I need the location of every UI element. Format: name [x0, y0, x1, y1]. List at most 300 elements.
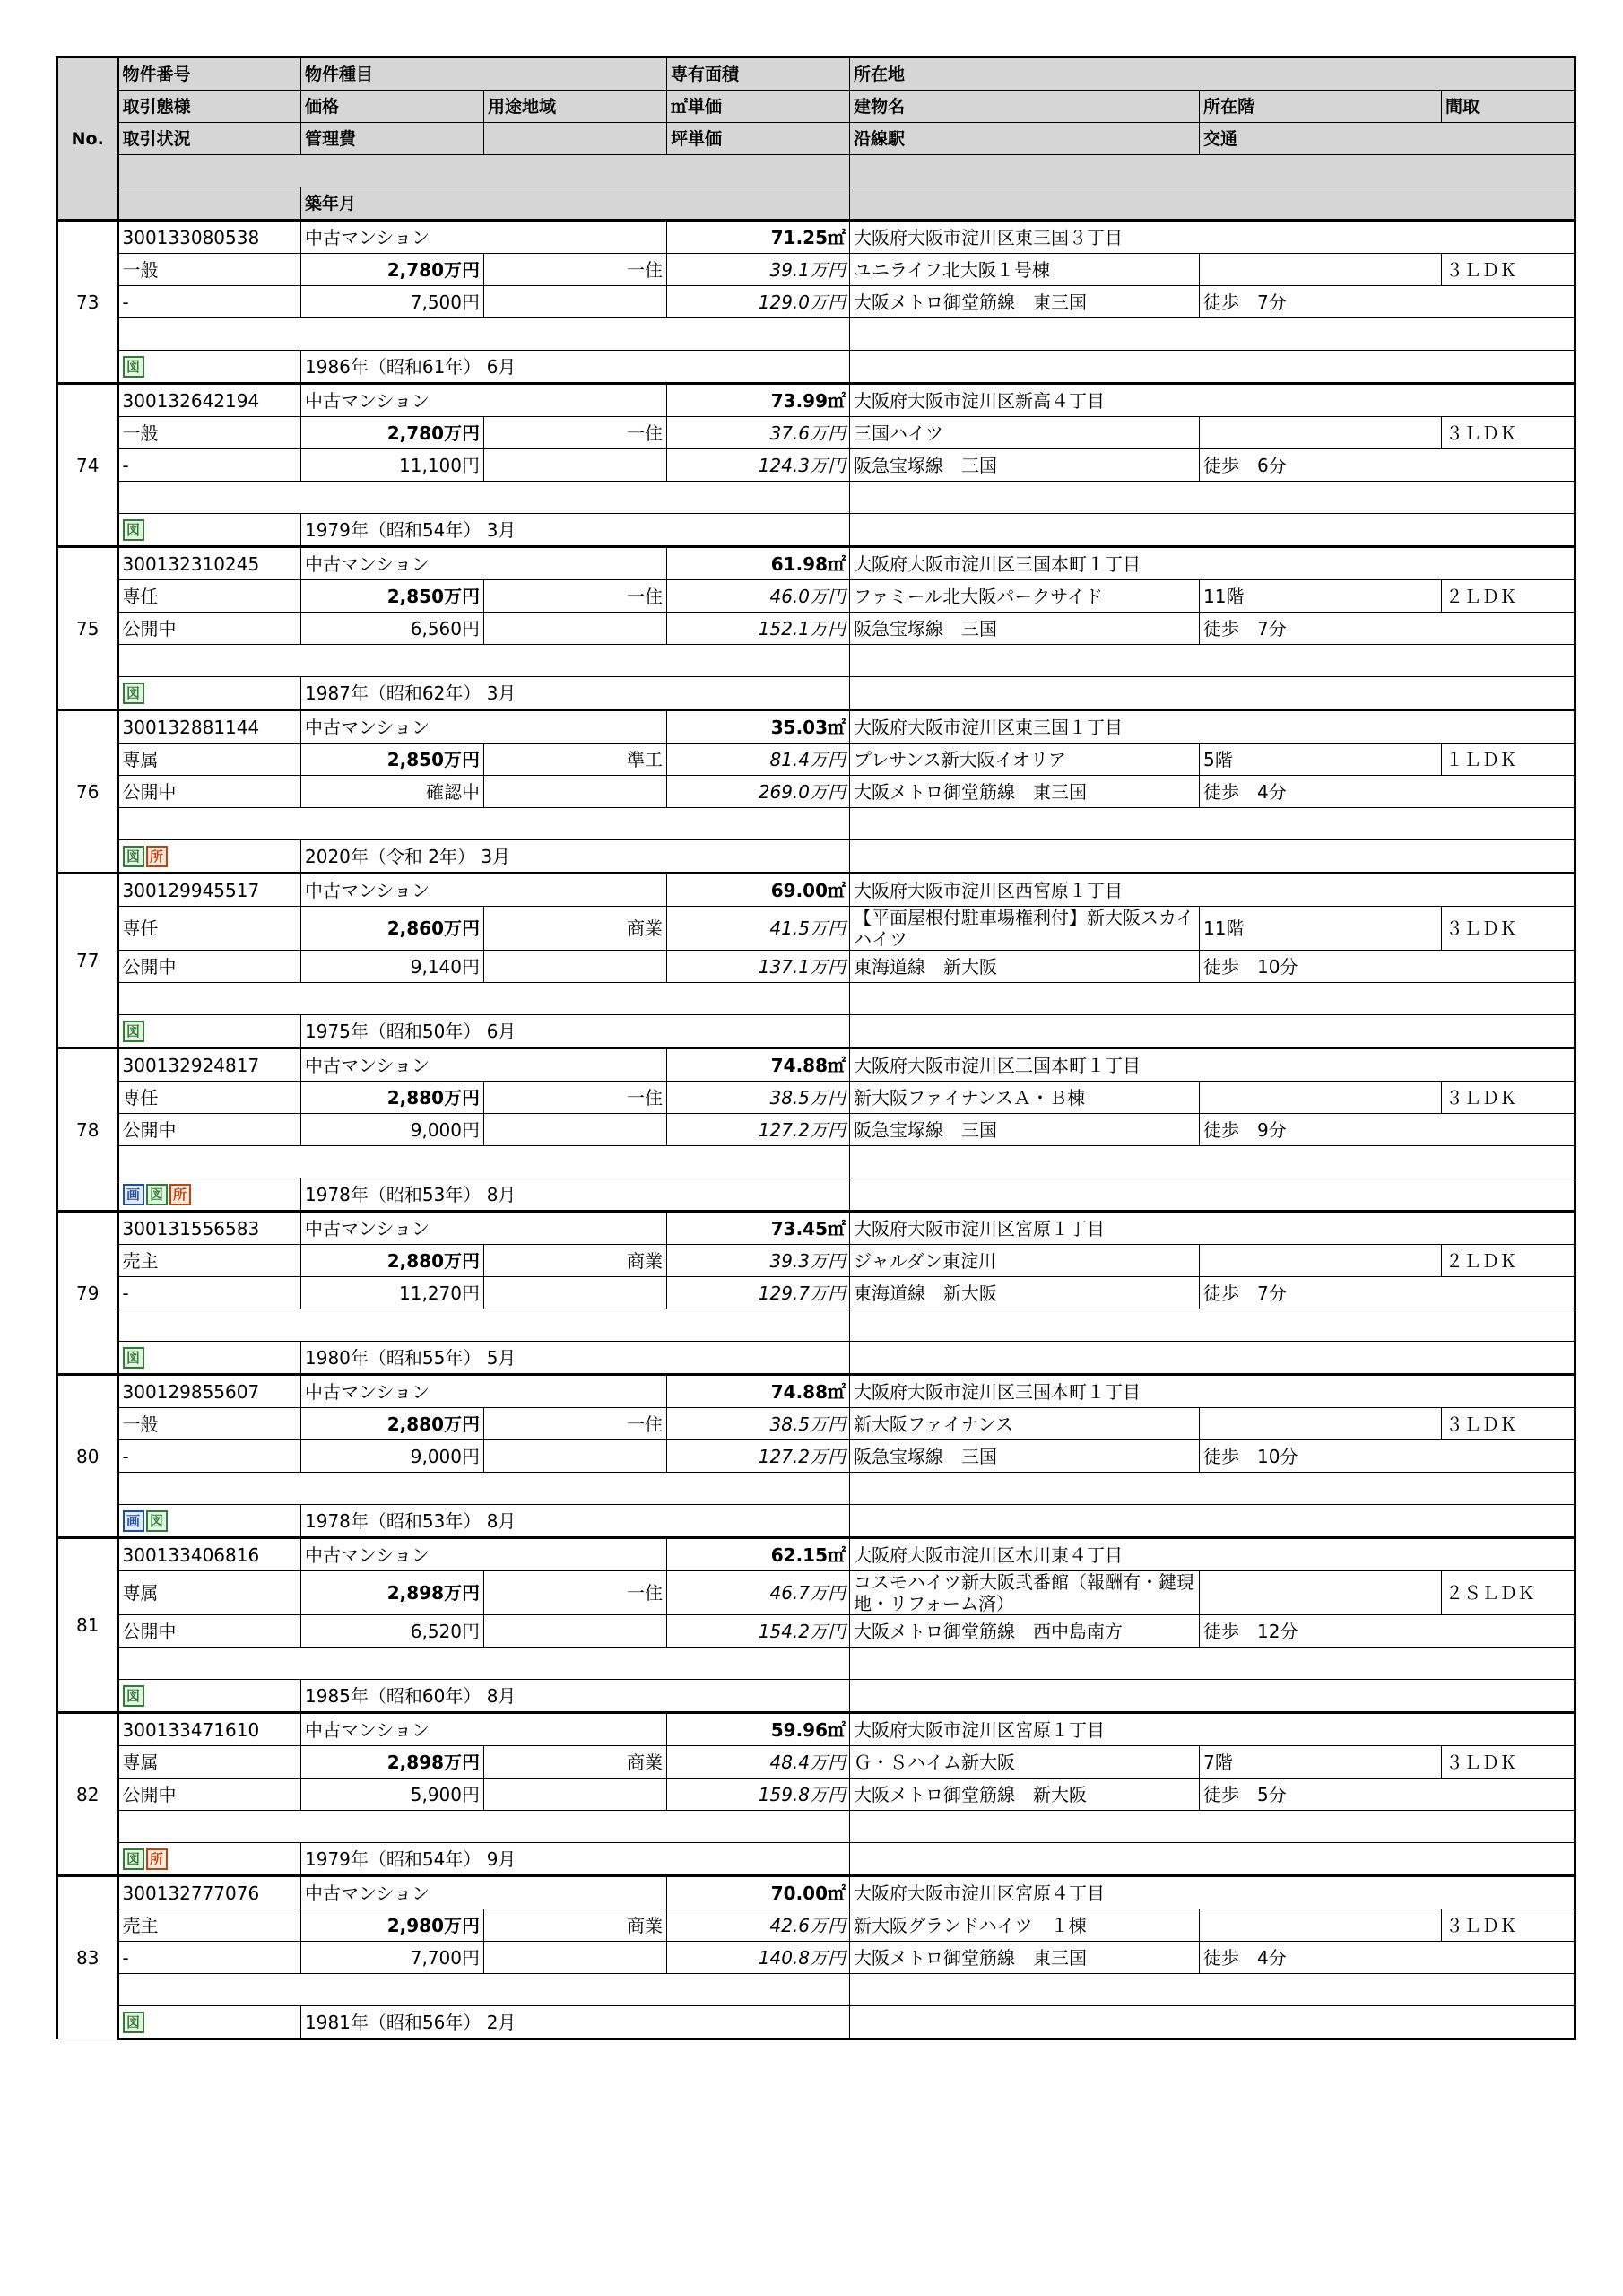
zoning: 商業 [484, 1245, 667, 1277]
zoning: 一住 [484, 254, 667, 286]
tsubo-price: 269.0万円 [667, 776, 850, 808]
floorplan-icon[interactable]: 図 [123, 683, 144, 704]
attachment-icons [118, 351, 301, 384]
built-date: 1978年（昭和53年） 8月 [301, 1178, 850, 1212]
listing-status: - [118, 449, 301, 482]
price: 2,780万円 [301, 417, 484, 449]
management-fee: 6,520円 [301, 1615, 484, 1648]
train-line-station: 大阪メトロ御堂筋線 東三国 [850, 776, 1200, 808]
blank-cell [850, 1811, 1575, 1843]
address: 大阪府大阪市淀川区木川東４丁目 [850, 1538, 1575, 1571]
listing-row [57, 776, 1575, 808]
attachment-badges [123, 1347, 144, 1369]
zoning: 商業 [484, 907, 667, 951]
building-name: プレサンス新大阪イオリア [850, 744, 1200, 776]
train-line-station: 東海道線 新大阪 [850, 951, 1200, 983]
blank-cell [850, 351, 1575, 384]
listing-number: 78 [57, 1048, 118, 1212]
floorplan-icon[interactable]: 図 [146, 1184, 168, 1205]
building-name: ジャルダン東淀川 [850, 1245, 1200, 1277]
attachment-icons [118, 677, 301, 710]
header-property-type: 物件種目 [301, 57, 667, 91]
tsubo-price: 159.8万円 [667, 1779, 850, 1811]
listing-row [57, 1375, 1575, 1408]
header-address: 所在地 [850, 57, 1575, 91]
attachment-icons [118, 1178, 301, 1212]
property-id: 300132924817 [118, 1048, 301, 1082]
price: 2,780万円 [301, 254, 484, 286]
blank-cell [850, 2006, 1575, 2039]
blank-cell [484, 1277, 667, 1309]
listing-row [57, 254, 1575, 286]
price: 2,880万円 [301, 1245, 484, 1277]
blank-cell [850, 1309, 1575, 1342]
blank-cell [850, 840, 1575, 874]
listing-row [57, 1473, 1575, 1505]
floor [1200, 417, 1442, 449]
floorplan-icon[interactable]: 図 [123, 1347, 144, 1369]
listing-number: 79 [57, 1212, 118, 1375]
floorplan-icon[interactable]: 図 [123, 356, 144, 378]
listing-status: 公開中 [118, 1615, 301, 1648]
building-name: 新大阪ファイナンス [850, 1408, 1200, 1440]
floor-plan: ３ＬＤＫ [1442, 1909, 1575, 1942]
property-type: 中古マンション [301, 1048, 667, 1082]
tsubo-price: 127.2万円 [667, 1440, 850, 1473]
listing-number: 80 [57, 1375, 118, 1538]
listing-row [57, 417, 1575, 449]
listing-number: 77 [57, 874, 118, 1048]
floor-plan: ３ＬＤＫ [1442, 1408, 1575, 1440]
property-type: 中古マンション [301, 547, 667, 580]
price: 2,880万円 [301, 1082, 484, 1114]
listing-row [57, 1713, 1575, 1746]
property-id: 300131556583 [118, 1212, 301, 1245]
blank-cell [850, 1680, 1575, 1713]
floor [1200, 1909, 1442, 1942]
property-type: 中古マンション [301, 221, 667, 254]
price: 2,880万円 [301, 1408, 484, 1440]
header-tsubo-price: 坪単価 [667, 123, 850, 155]
sqm-price: 42.6万円 [667, 1909, 850, 1942]
attachment-icons [118, 1680, 301, 1713]
management-fee: 9,000円 [301, 1114, 484, 1146]
image-icon[interactable]: 画 [123, 1510, 144, 1532]
attachment-icons [118, 514, 301, 547]
floor-plan: ３ＬＤＫ [1442, 1082, 1575, 1114]
listing-row [57, 951, 1575, 983]
price: 2,850万円 [301, 580, 484, 613]
header-layout: 間取 [1442, 91, 1575, 123]
property-type: 中古マンション [301, 874, 667, 907]
property-type: 中古マンション [301, 1713, 667, 1746]
deal-type: 専属 [118, 744, 301, 776]
floor-plan: １ＬＤＫ [1442, 744, 1575, 776]
built-date: 1975年（昭和50年） 6月 [301, 1015, 850, 1048]
blank-cell [850, 318, 1575, 351]
listing-row [57, 1440, 1575, 1473]
attachment-badges [123, 1848, 168, 1870]
property-id: 300132777076 [118, 1876, 301, 1909]
tsubo-price: 129.7万円 [667, 1277, 850, 1309]
blank-cell [850, 514, 1575, 547]
listing-row [57, 808, 1575, 840]
listing-number: 83 [57, 1876, 118, 2039]
building-name: 新大阪ファイナンスＡ・Ｂ棟 [850, 1082, 1200, 1114]
access-time: 徒歩 7分 [1200, 1277, 1575, 1309]
deal-type: 一般 [118, 1408, 301, 1440]
listing-row [57, 1538, 1575, 1571]
listing-row [57, 351, 1575, 384]
listing-row [57, 1876, 1575, 1909]
header-row-5 [57, 187, 1575, 221]
access-time: 徒歩 4分 [1200, 1942, 1575, 1974]
attachment-icons [118, 2006, 301, 2039]
listing-number: 82 [57, 1713, 118, 1876]
listing-sheet [56, 56, 1574, 2040]
exclusive-area: 69.00㎡ [667, 874, 850, 907]
address: 大阪府大阪市淀川区宮原１丁目 [850, 1713, 1575, 1746]
blank-cell [118, 318, 850, 351]
location-icon[interactable]: 所 [146, 1848, 168, 1870]
train-line-station: 大阪メトロ御堂筋線 西中島南方 [850, 1615, 1200, 1648]
listing-status: - [118, 1942, 301, 1974]
listing-row [57, 1082, 1575, 1114]
zoning: 準工 [484, 744, 667, 776]
property-type: 中古マンション [301, 1538, 667, 1571]
floor: 11階 [1200, 907, 1442, 951]
floorplan-icon[interactable]: 図 [123, 2012, 144, 2033]
address: 大阪府大阪市淀川区東三国１丁目 [850, 710, 1575, 744]
deal-type: 専任 [118, 907, 301, 951]
management-fee: 11,270円 [301, 1277, 484, 1309]
management-fee: 確認中 [301, 776, 484, 808]
listing-row [57, 1114, 1575, 1146]
blank-cell [850, 1843, 1575, 1876]
listing-table [56, 56, 1576, 2040]
listing-status: - [118, 286, 301, 318]
access-time: 徒歩 6分 [1200, 449, 1575, 482]
header-row-1 [57, 57, 1575, 91]
attachment-badges [123, 683, 144, 704]
floorplan-icon[interactable]: 図 [123, 1685, 144, 1707]
header-built: 築年月 [301, 187, 850, 221]
header-status: 取引状況 [118, 123, 301, 155]
floor [1200, 1408, 1442, 1440]
sqm-price: 48.4万円 [667, 1746, 850, 1779]
built-date: 1981年（昭和56年） 2月 [301, 2006, 850, 2039]
management-fee: 5,900円 [301, 1779, 484, 1811]
header-blank-right [850, 155, 1575, 187]
built-date: 1987年（昭和62年） 3月 [301, 677, 850, 710]
management-fee: 9,140円 [301, 951, 484, 983]
attachment-icons [118, 1342, 301, 1375]
sqm-price: 81.4万円 [667, 744, 850, 776]
location-icon[interactable]: 所 [146, 846, 168, 867]
blank-cell [484, 1440, 667, 1473]
train-line-station: 東海道線 新大阪 [850, 1277, 1200, 1309]
sqm-price: 38.5万円 [667, 1408, 850, 1440]
floor [1200, 1082, 1442, 1114]
built-date: 1979年（昭和54年） 3月 [301, 514, 850, 547]
train-line-station: 大阪メトロ御堂筋線 東三国 [850, 286, 1200, 318]
listing-row [57, 744, 1575, 776]
management-fee: 11,100円 [301, 449, 484, 482]
blank-cell [484, 776, 667, 808]
attachment-badges [123, 1184, 191, 1205]
blank-cell [118, 1146, 850, 1178]
listing-row [57, 1974, 1575, 2006]
blank-cell [118, 1811, 850, 1843]
access-time: 徒歩 7分 [1200, 286, 1575, 318]
blank-cell [484, 951, 667, 983]
location-icon[interactable]: 所 [169, 1184, 191, 1205]
address: 大阪府大阪市淀川区西宮原１丁目 [850, 874, 1575, 907]
floor-plan: ３ＬＤＫ [1442, 254, 1575, 286]
property-type: 中古マンション [301, 710, 667, 744]
property-id: 300133080538 [118, 221, 301, 254]
property-id: 300132642194 [118, 384, 301, 417]
blank-cell [850, 1178, 1575, 1212]
property-id: 300132881144 [118, 710, 301, 744]
listing-row [57, 1048, 1575, 1082]
property-id: 300129855607 [118, 1375, 301, 1408]
building-name: 三国ハイツ [850, 417, 1200, 449]
floor: 5階 [1200, 744, 1442, 776]
listing-row [57, 1342, 1575, 1375]
property-id: 300133406816 [118, 1538, 301, 1571]
listing-row [57, 1942, 1575, 1974]
listing-row [57, 1680, 1575, 1713]
deal-type: 売主 [118, 1245, 301, 1277]
blank-cell [850, 808, 1575, 840]
listing-row [57, 449, 1575, 482]
image-icon[interactable]: 画 [123, 1184, 144, 1205]
listing-row [57, 1178, 1575, 1212]
access-time: 徒歩 12分 [1200, 1615, 1575, 1648]
listing-row [57, 840, 1575, 874]
listing-row [57, 1146, 1575, 1178]
exclusive-area: 70.00㎡ [667, 1876, 850, 1909]
floorplan-icon[interactable]: 図 [123, 519, 144, 541]
price: 2,898万円 [301, 1746, 484, 1779]
blank-cell [118, 1309, 850, 1342]
sqm-price: 46.0万円 [667, 580, 850, 613]
listing-status: 公開中 [118, 1114, 301, 1146]
price: 2,898万円 [301, 1571, 484, 1615]
property-type: 中古マンション [301, 384, 667, 417]
attachment-badges [123, 356, 144, 378]
access-time: 徒歩 5分 [1200, 1779, 1575, 1811]
listing-row [57, 1309, 1575, 1342]
floor [1200, 254, 1442, 286]
floor: 7階 [1200, 1746, 1442, 1779]
header-row-2 [57, 91, 1575, 123]
header-line: 沿線駅 [850, 123, 1200, 155]
listing-row [57, 547, 1575, 580]
exclusive-area: 73.45㎡ [667, 1212, 850, 1245]
price: 2,980万円 [301, 1909, 484, 1942]
floor: 11階 [1200, 580, 1442, 613]
listing-row [57, 384, 1575, 417]
blank-cell [484, 613, 667, 645]
building-name: 【平面屋根付駐車場権利付】新大阪スカイハイツ [850, 907, 1200, 951]
property-type: 中古マンション [301, 1375, 667, 1408]
management-fee: 9,000円 [301, 1440, 484, 1473]
floorplan-icon[interactable]: 図 [123, 1021, 144, 1042]
listing-row [57, 318, 1575, 351]
attachment-badges [123, 1685, 144, 1707]
built-date: 1978年（昭和53年） 8月 [301, 1505, 850, 1538]
attachment-badges [123, 2012, 144, 2033]
listing-row [57, 514, 1575, 547]
deal-type: 一般 [118, 254, 301, 286]
floor-plan: ３ＬＤＫ [1442, 417, 1575, 449]
blank-cell [850, 1342, 1575, 1375]
listing-row [57, 1909, 1575, 1942]
address: 大阪府大阪市淀川区宮原４丁目 [850, 1876, 1575, 1909]
train-line-station: 阪急宝塚線 三国 [850, 1440, 1200, 1473]
blank-cell [484, 1942, 667, 1974]
header-blank [484, 123, 667, 155]
exclusive-area: 61.98㎡ [667, 547, 850, 580]
blank-cell [850, 677, 1575, 710]
header-deal-type: 取引態様 [118, 91, 301, 123]
blank-cell [850, 1505, 1575, 1538]
listing-row [57, 1843, 1575, 1876]
tsubo-price: 137.1万円 [667, 951, 850, 983]
exclusive-area: 74.88㎡ [667, 1048, 850, 1082]
blank-cell [118, 983, 850, 1015]
exclusive-area: 35.03㎡ [667, 710, 850, 744]
attachment-icons [118, 1015, 301, 1048]
blank-cell [118, 1974, 850, 2006]
train-line-station: 阪急宝塚線 三国 [850, 1114, 1200, 1146]
listing-row [57, 221, 1575, 254]
sqm-price: 38.5万円 [667, 1082, 850, 1114]
floor-plan: ３ＬＤＫ [1442, 907, 1575, 951]
header-access: 交通 [1200, 123, 1575, 155]
listing-row [57, 1212, 1575, 1245]
blank-cell [850, 1146, 1575, 1178]
listing-row [57, 580, 1575, 613]
tsubo-price: 140.8万円 [667, 1942, 850, 1974]
exclusive-area: 74.88㎡ [667, 1375, 850, 1408]
tsubo-price: 154.2万円 [667, 1615, 850, 1648]
floor-plan: ２ＬＤＫ [1442, 1245, 1575, 1277]
listing-row [57, 286, 1575, 318]
exclusive-area: 71.25㎡ [667, 221, 850, 254]
listing-number: 75 [57, 547, 118, 710]
listing-number: 76 [57, 710, 118, 874]
listing-row [57, 710, 1575, 744]
listing-number: 73 [57, 221, 118, 384]
blank-cell [850, 1473, 1575, 1505]
listing-row [57, 482, 1575, 514]
price: 2,860万円 [301, 907, 484, 951]
management-fee: 7,500円 [301, 286, 484, 318]
management-fee: 7,700円 [301, 1942, 484, 1974]
listing-row [57, 1746, 1575, 1779]
property-id: 300133471610 [118, 1713, 301, 1746]
blank-cell [850, 1648, 1575, 1680]
floor-plan: ３ＬＤＫ [1442, 1746, 1575, 1779]
listing-row [57, 1408, 1575, 1440]
floor-plan: ２ＳＬＤＫ [1442, 1571, 1575, 1615]
attachment-badges [123, 846, 168, 867]
zoning: 商業 [484, 1909, 667, 1942]
access-time: 徒歩 7分 [1200, 613, 1575, 645]
attachment-badges [123, 519, 144, 541]
blank-cell [484, 1615, 667, 1648]
floorplan-icon[interactable]: 図 [123, 1848, 144, 1870]
blank-cell [118, 1473, 850, 1505]
management-fee: 6,560円 [301, 613, 484, 645]
listing-row [57, 1811, 1575, 1843]
header-floor: 所在階 [1200, 91, 1442, 123]
blank-cell [850, 1015, 1575, 1048]
exclusive-area: 73.99㎡ [667, 384, 850, 417]
access-time: 徒歩 4分 [1200, 776, 1575, 808]
listing-row [57, 874, 1575, 907]
floorplan-icon[interactable]: 図 [146, 1510, 168, 1532]
building-name: ファミール北大阪パークサイド [850, 580, 1200, 613]
blank-cell [484, 449, 667, 482]
header-blank-right-2 [850, 187, 1575, 221]
built-date: 2020年（令和 2年） 3月 [301, 840, 850, 874]
zoning: 一住 [484, 1571, 667, 1615]
sqm-price: 41.5万円 [667, 907, 850, 951]
blank-cell [850, 645, 1575, 677]
access-time: 徒歩 10分 [1200, 1440, 1575, 1473]
price: 2,850万円 [301, 744, 484, 776]
zoning: 一住 [484, 580, 667, 613]
blank-cell [118, 1648, 850, 1680]
zoning: 一住 [484, 1408, 667, 1440]
floor [1200, 1571, 1442, 1615]
property-id: 300132310245 [118, 547, 301, 580]
sqm-price: 39.1万円 [667, 254, 850, 286]
property-type: 中古マンション [301, 1876, 667, 1909]
listing-status: - [118, 1277, 301, 1309]
listing-row [57, 1015, 1575, 1048]
listing-row [57, 1505, 1575, 1538]
deal-type: 売主 [118, 1909, 301, 1942]
blank-cell [118, 645, 850, 677]
built-date: 1979年（昭和54年） 9月 [301, 1843, 850, 1876]
zoning: 一住 [484, 1082, 667, 1114]
train-line-station: 大阪メトロ御堂筋線 新大阪 [850, 1779, 1200, 1811]
header-zoning: 用途地域 [484, 91, 667, 123]
tsubo-price: 127.2万円 [667, 1114, 850, 1146]
tsubo-price: 152.1万円 [667, 613, 850, 645]
address: 大阪府大阪市淀川区東三国３丁目 [850, 221, 1575, 254]
header-building: 建物名 [850, 91, 1200, 123]
listing-row [57, 2006, 1575, 2039]
address: 大阪府大阪市淀川区宮原１丁目 [850, 1212, 1575, 1245]
listing-status: 公開中 [118, 776, 301, 808]
sqm-price: 46.7万円 [667, 1571, 850, 1615]
floorplan-icon[interactable]: 図 [123, 846, 144, 867]
listing-status: 公開中 [118, 951, 301, 983]
exclusive-area: 59.96㎡ [667, 1713, 850, 1746]
floor [1200, 1245, 1442, 1277]
listing-status: - [118, 1440, 301, 1473]
blank-cell [850, 1974, 1575, 2006]
train-line-station: 大阪メトロ御堂筋線 東三国 [850, 1942, 1200, 1974]
header-blank-icons [118, 187, 301, 221]
listing-status: 公開中 [118, 1779, 301, 1811]
